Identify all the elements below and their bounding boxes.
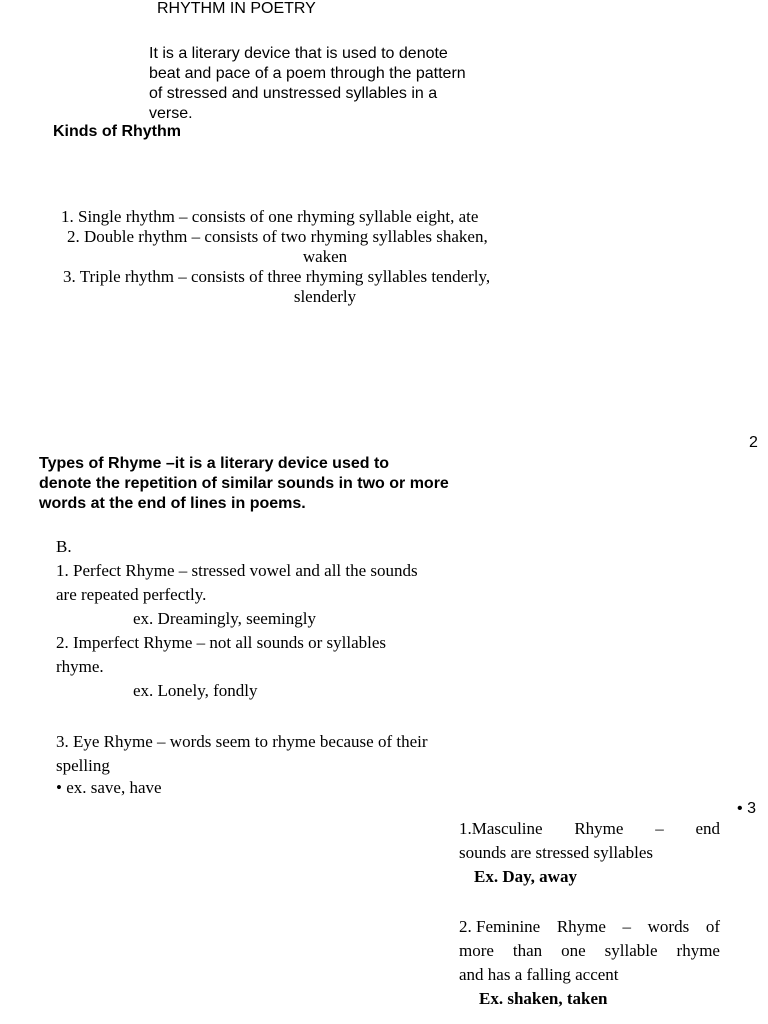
rhyme-column (459, 817, 720, 1011)
list-item: 2. Double rhythm – consists of two rhyming syllables shaken, (67, 227, 488, 246)
imperfect-rhyme-line: rhyme. (56, 657, 104, 676)
eye-rhyme-line: spelling (56, 756, 110, 775)
rhyme-types-list (56, 535, 428, 798)
word: words (647, 917, 690, 936)
feminine-rhyme-line (459, 939, 720, 963)
feminine-rhyme-example: Ex. shaken, taken (479, 989, 608, 1008)
definition-line: It is a literary device that is used to denote (149, 45, 448, 62)
word: 2. Feminine (459, 917, 541, 936)
word: Rhyme (556, 917, 606, 936)
feminine-rhyme-line: and has a falling accent (459, 965, 619, 984)
list-item-continuation: waken (302, 247, 348, 266)
page-number-value: 3 (747, 800, 756, 817)
word: Rhyme (574, 819, 624, 838)
feminine-rhyme-line (459, 915, 720, 939)
eye-rhyme-line: 3. Eye Rhyme – words seem to rhyme because of their (56, 732, 428, 751)
masculine-rhyme-example: Ex. Day, away (474, 867, 577, 886)
page-number (737, 800, 756, 818)
word: end (695, 819, 720, 838)
bullet-icon: • (56, 778, 62, 797)
list-item-continuation: slenderly (293, 287, 357, 306)
perfect-rhyme-line: 1. Perfect Rhyme – stressed vowel and all the sounds (56, 561, 418, 580)
word: – (655, 819, 664, 838)
word: – (622, 917, 632, 936)
word: more (459, 941, 494, 960)
section-label: B. (56, 537, 72, 556)
types-heading (39, 454, 449, 514)
imperfect-rhyme-line: 2. Imperfect Rhyme – not all sounds or syllables (56, 633, 387, 652)
word: 1.Masculine (459, 819, 543, 838)
kinds-heading: Kinds of Rhythm (53, 123, 181, 140)
masculine-rhyme-line (459, 817, 720, 841)
types-heading-line: words at the end of lines in poems. (39, 495, 306, 512)
eye-rhyme-example (56, 778, 428, 798)
list-item: 3. Triple rhythm – consists of three rhyming syllables tenderly, (63, 267, 491, 286)
list-item: 1. Single rhythm – consists of one rhyming syllable eight, ate (61, 207, 479, 226)
masculine-rhyme-line: sounds are stressed syllables (459, 843, 654, 862)
page-number: 2 (749, 434, 758, 451)
word: of (705, 917, 720, 936)
word: rhyme (676, 941, 720, 960)
word: than (512, 941, 543, 960)
types-heading-line: denote the repetition of similar sounds in two or more (39, 475, 449, 492)
rhythm-list (40, 207, 610, 307)
word: syllable (604, 941, 658, 960)
definition-line: verse. (149, 105, 193, 122)
types-heading-line: Types of Rhyme –it is a literary device used to (39, 455, 390, 472)
eye-rhyme-example-text: ex. save, have (66, 778, 162, 797)
page-title: RHYTHM IN POETRY (157, 0, 316, 17)
definition-line: beat and pace of a poem through the pattern (149, 65, 466, 82)
perfect-rhyme-example: ex. Dreamingly, seemingly (133, 609, 317, 628)
definition-line: of stressed and unstressed syllables in a (149, 85, 438, 102)
imperfect-rhyme-example: ex. Lonely, fondly (133, 681, 258, 700)
perfect-rhyme-line: are repeated perfectly. (56, 585, 207, 604)
bullet-icon: • (737, 800, 743, 817)
rhythm-definition (149, 44, 509, 124)
word: one (561, 941, 586, 960)
